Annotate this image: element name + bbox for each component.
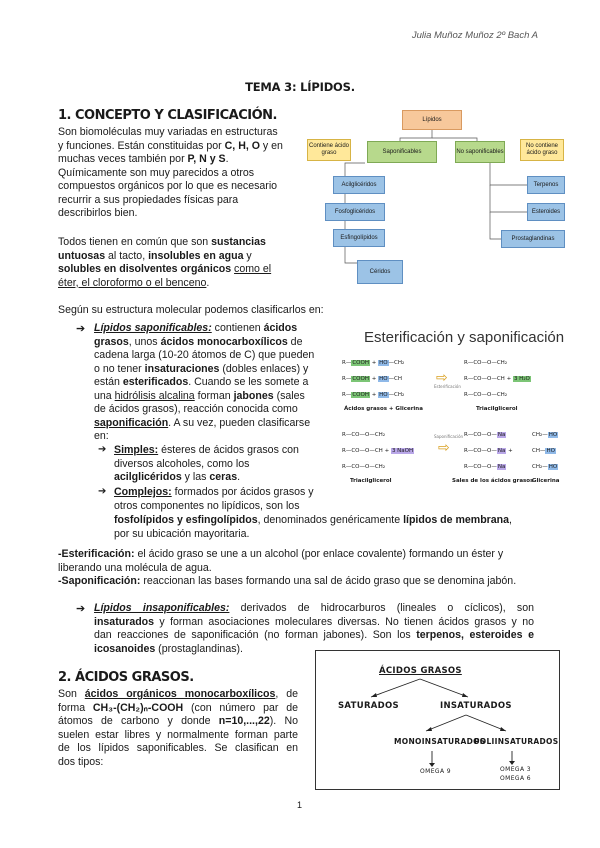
caption-salts: Sales de los ácidos grasos bbox=[452, 478, 534, 484]
reaction-arrow-icon: ⇨ bbox=[438, 440, 450, 456]
definitions-block bbox=[58, 548, 558, 589]
tree-prostaglandinas: Prostaglandinas bbox=[501, 230, 565, 248]
complejos-block bbox=[114, 486, 328, 513]
simple-line: acilglicéridos y las ceras. bbox=[114, 471, 241, 484]
fatty-box-omega3: OMEGA 3 bbox=[500, 766, 531, 773]
def-ester: -Esterificación: el ácido graso se une a un alcohol (por enlace covalente) formando un éster y bbox=[58, 548, 504, 560]
chem-row: R—CO—O—Na bbox=[464, 432, 506, 438]
simple-line: Simples: ésteres de ácidos grasos con bbox=[114, 444, 299, 456]
comp-line: Complejos: formados por ácidos grasos y bbox=[114, 486, 314, 498]
reaction-arrow-icon: ⇨ bbox=[436, 370, 448, 386]
bullet-arrow-icon: ➔ bbox=[76, 323, 86, 335]
chem-row: R—CO—O—Na + bbox=[464, 448, 513, 454]
fatty-acids-paragraph bbox=[58, 688, 298, 769]
fatty-acid-classification-box bbox=[315, 650, 560, 790]
sap-line: en: bbox=[94, 430, 109, 443]
sap-line: grasos, unos ácidos monocarboxílicos de bbox=[94, 335, 303, 348]
fatty-box-insaturados: INSATURADOS bbox=[440, 701, 512, 711]
chem-row: R—CO—O—CH₂ bbox=[464, 392, 508, 398]
fatty-box-omega6: OMEGA 6 bbox=[500, 775, 531, 782]
p2-line: Todos tienen en común que son sustancias bbox=[58, 236, 266, 248]
tree-connectors bbox=[305, 108, 565, 288]
simple-line: diversos alcoholes, como los bbox=[114, 457, 250, 470]
p2-line: éter, el cloroformo o el benceno. bbox=[58, 276, 210, 289]
figure-title: Esterificación y saponificación bbox=[364, 329, 565, 346]
chem-row: R—CO—O—CH₂ bbox=[342, 464, 386, 470]
classification-intro: Según su estructura molecular podemos clasificarlos en: bbox=[58, 304, 324, 316]
insap-line: icosanoides (prostaglandinas). bbox=[94, 642, 243, 655]
caption-acids-glicerina: Ácidos grasos + Glicerina bbox=[344, 406, 423, 412]
p1-line: Son biomoléculas muy variadas en estructuras bbox=[58, 126, 278, 138]
sap-line: Lípidos saponificables: contienen ácidos bbox=[94, 322, 298, 334]
intro-paragraph bbox=[58, 126, 294, 221]
tree-ceridos: Céridos bbox=[357, 260, 403, 284]
tree-esteroides: Esteroides bbox=[527, 203, 565, 221]
tree-fosfogliceridos: Fosfoglicéridos bbox=[325, 203, 385, 221]
fatty-box-omega9: OMEGA 9 bbox=[420, 768, 451, 775]
section-1-heading: 1. CONCEPTO Y CLASIFICACIÓN. bbox=[58, 108, 277, 123]
p1-line: describirlos bien. bbox=[58, 207, 138, 220]
insap-line: Lípidos insaponificables: derivados de hidrocarburos (lineales o cíclicos), son bbox=[94, 602, 535, 614]
fa-line: Son ácidos orgánicos monocarboxílicos, de bbox=[58, 688, 299, 700]
chem-row: R—COOH + HO—CH₂ bbox=[342, 360, 405, 366]
saponif-label: Saponificación bbox=[434, 434, 464, 439]
fa-line: forma CH₃-(CH₂)ₙ-COOH (con número par de bbox=[58, 701, 298, 714]
p2-line: solubles en disolventes orgánicos como el bbox=[58, 263, 272, 276]
sap-line: de ácidos grasos), reacción conocida como bbox=[94, 403, 298, 416]
sub-bullet-arrow-icon: ➔ bbox=[98, 444, 107, 455]
chem-row: R—CO—O—CH₂ bbox=[464, 360, 508, 366]
caption-glicerina: Glicerina bbox=[532, 478, 560, 484]
complejos-line-3: fosfolípidos y esfingolípidos, denominados genéricamente lípidos de membrana, bbox=[114, 514, 512, 526]
fatty-box-poli: POLIINSATURADOS bbox=[474, 737, 559, 746]
fa-line: suelen estar libres y normalmente forman parte bbox=[58, 728, 298, 741]
sap-line: o no tener insaturaciones (dobles enlaces) y bbox=[94, 362, 309, 375]
p2-line: untuosas al tacto, insolubles en agua y bbox=[58, 249, 252, 262]
def-ester-2: liberando una molécula de agua. bbox=[58, 561, 212, 574]
fatty-box-saturados: SATURADOS bbox=[338, 701, 399, 711]
chem-row: R—CO—O—CH₂ bbox=[342, 432, 386, 438]
sap-line: saponificación. A su vez, pueden clasificarse bbox=[94, 416, 311, 429]
chem-row: R—COOH + HO—CH₂ bbox=[342, 392, 405, 398]
def-sapon: -Saponificación: reaccionan las bases formando una sal de ácido graso que se denomina jabón. bbox=[58, 575, 517, 588]
tree-saponificables: Saponificables bbox=[367, 141, 437, 163]
bullet-arrow-icon: ➔ bbox=[76, 603, 86, 615]
chem-row: R—CO—O—CH + 3 H₂O bbox=[464, 376, 530, 382]
saponificables-block bbox=[94, 322, 330, 444]
tree-terpenos: Terpenos bbox=[527, 176, 565, 194]
p1-line: muchas veces también por P, N y S. bbox=[58, 153, 229, 166]
comp-line: otros componentes no lipídicos, son los bbox=[114, 499, 300, 512]
sub-bullet-arrow-icon: ➔ bbox=[98, 486, 107, 497]
sap-line: una hidrólisis alcalina forman jabones (sales bbox=[94, 389, 305, 402]
insaponificables-block bbox=[94, 602, 534, 656]
p1-line: compuestos orgánicos por lo que es necesario bbox=[58, 180, 278, 193]
chem-row: R—CO—O—CH + 3 NaOH bbox=[342, 448, 414, 454]
sap-line: están esterificados. Cuando se les somete a bbox=[94, 376, 309, 389]
page-number: 1 bbox=[297, 800, 303, 810]
simples-block bbox=[114, 444, 324, 485]
tree-root: Lípidos bbox=[402, 110, 462, 130]
tree-note-contains: Contiene ácido graso bbox=[307, 139, 351, 161]
complejos-line-4: por su ubicación mayoritaria. bbox=[114, 528, 250, 540]
chem-row: R—COOH + HO—CH bbox=[342, 376, 403, 382]
section-2-heading: 2. ÁCIDOS GRASOS. bbox=[58, 670, 194, 685]
fatty-box-title: ÁCIDOS GRASOS bbox=[379, 666, 462, 676]
chem-row: CH₂—HO bbox=[532, 432, 558, 438]
fatty-box-mono: MONOINSATURADOS bbox=[394, 737, 486, 746]
sap-line: cadena larga (10-20 átomos de C) que pueden bbox=[94, 349, 315, 362]
tree-esfingolipidos: Esfingolípidos bbox=[333, 229, 385, 247]
chem-row: CH₂—HO bbox=[532, 464, 558, 470]
esterification-figure bbox=[336, 322, 566, 482]
tree-acilgliceridos: Acilglicéridos bbox=[333, 176, 385, 194]
common-properties-paragraph bbox=[58, 236, 294, 290]
insap-line: insaturados y forman asociaciones moleculares diversas. No tienen ácidos grasos y no bbox=[94, 615, 534, 628]
insap-line: dan reacciones de saponificación (no forman jabones). Son los terpenos, esteroides e bbox=[94, 629, 534, 642]
fa-line: átomos de carbono y donde n=10,...,22). No bbox=[58, 715, 298, 728]
fa-line: dos tipos: bbox=[58, 755, 104, 768]
chem-row: R—CO—O—Na bbox=[464, 464, 506, 470]
fa-line: de los lípidos saponificables. Se clasifican en bbox=[58, 742, 298, 755]
lipid-tree-diagram bbox=[305, 108, 565, 288]
caption-triacilglicerol: Triacilglicerol bbox=[476, 406, 518, 412]
p1-line: recurrir a sus propiedades físicas para bbox=[58, 193, 239, 206]
author-header: Julia Muñoz Muñoz 2º Bach A bbox=[411, 30, 538, 41]
tree-no-saponificables: No saponificables bbox=[455, 141, 505, 163]
caption-triacilglicerol-2: Triacilglicerol bbox=[350, 478, 392, 484]
document-title: TEMA 3: LÍPIDOS. bbox=[245, 80, 355, 94]
tree-note-not-contains: No contiene ácido graso bbox=[520, 139, 564, 161]
esterif-label: Esterificación bbox=[434, 384, 461, 389]
p1-line: y funciones. Están constituidas por C, H, O y en bbox=[58, 139, 283, 152]
chem-row: CH—HO bbox=[532, 448, 555, 454]
p1-line: Químicamente son muy parecidos a otros bbox=[58, 166, 255, 179]
